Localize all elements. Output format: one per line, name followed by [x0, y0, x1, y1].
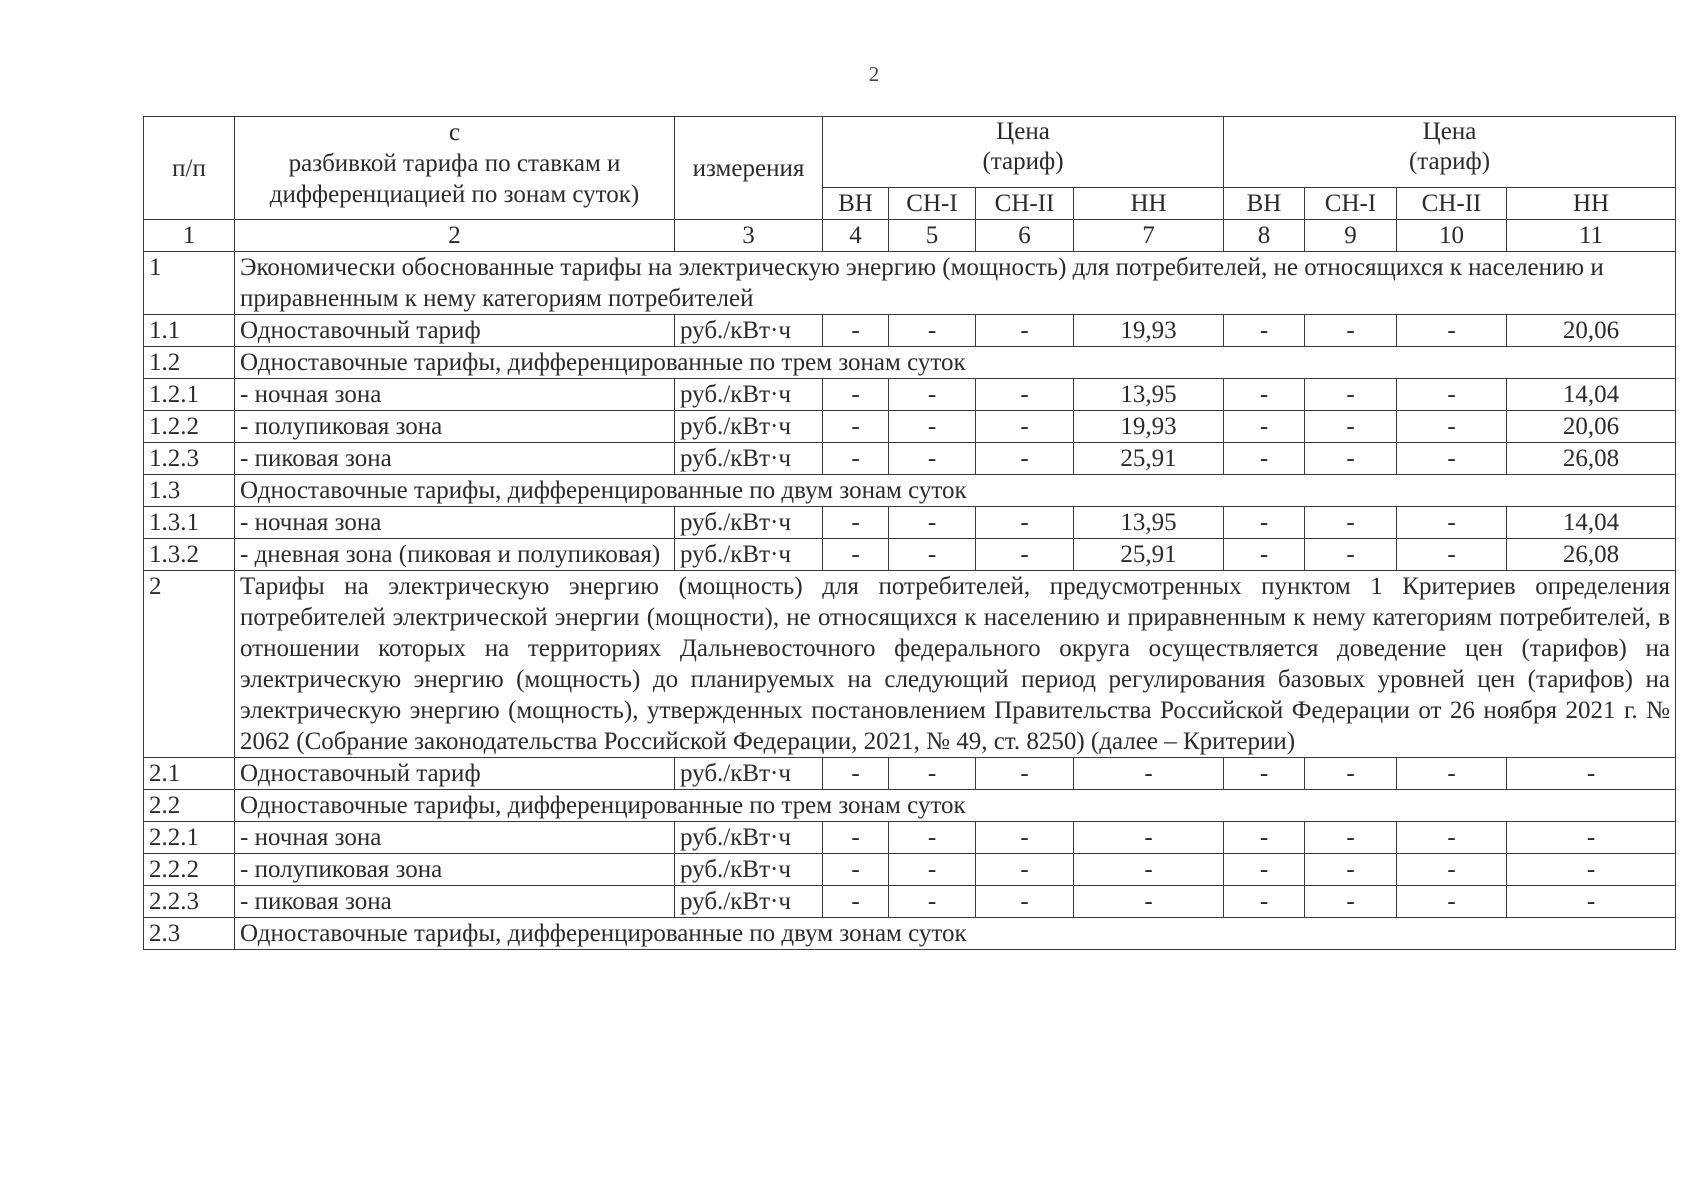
header-column-number: 2 — [235, 220, 675, 252]
header-column-number: 1 — [144, 220, 235, 252]
empty-price-cell: - — [976, 822, 1074, 854]
row-name: - ночная зона — [235, 822, 675, 854]
table-row — [144, 854, 1676, 886]
empty-price-cell: - — [1305, 443, 1397, 475]
table-row — [144, 758, 1676, 790]
row-number: 2.2.2 — [144, 854, 235, 886]
header-column-number: 11 — [1507, 220, 1676, 252]
page-number: 2 — [868, 62, 880, 86]
row-number: 1.1 — [144, 315, 235, 347]
header-column-number: 6 — [976, 220, 1074, 252]
empty-price-cell: - — [1224, 886, 1305, 918]
row-number: 2.2.1 — [144, 822, 235, 854]
header-voltage-level: СН-I — [1305, 188, 1397, 220]
header-column-number: 8 — [1224, 220, 1305, 252]
empty-price-cell: - — [889, 822, 976, 854]
table-row — [144, 315, 1676, 347]
empty-price-cell: - — [889, 379, 976, 411]
header-voltage-level: СН-II — [1397, 188, 1507, 220]
empty-price-cell: - — [1305, 379, 1397, 411]
empty-price-cell: - — [1224, 379, 1305, 411]
table-row — [144, 886, 1676, 918]
row-number: 2.2.3 — [144, 886, 235, 918]
empty-price-cell: - — [889, 758, 976, 790]
empty-price-cell: - — [1305, 315, 1397, 347]
empty-price-cell: - — [1074, 854, 1224, 886]
price-cell: 14,04 — [1507, 379, 1676, 411]
header-column-number: 7 — [1074, 220, 1224, 252]
row-number: 2.1 — [144, 758, 235, 790]
header-voltage-level: СН-II — [976, 188, 1074, 220]
empty-price-cell: - — [1507, 822, 1676, 854]
empty-price-cell: - — [889, 886, 976, 918]
header-column-number: 3 — [675, 220, 823, 252]
section-title: Одноставочные тарифы, дифференцированные по трем зонам суток — [235, 790, 1676, 822]
empty-price-cell: - — [976, 315, 1074, 347]
empty-price-cell: - — [1074, 886, 1224, 918]
section-title: Экономически обоснованные тарифы на электрическую энергию (мощность) для потребителей, не относящихся к населению и приравненным к нему категориям потребителей — [235, 252, 1676, 315]
section-title: Одноставочные тарифы, дифференцированные по двум зонам суток — [235, 918, 1676, 950]
empty-price-cell: - — [976, 886, 1074, 918]
empty-price-cell: - — [1507, 886, 1676, 918]
header-voltage-level: ВН — [1224, 188, 1305, 220]
row-unit: руб./кВт·ч — [675, 315, 823, 347]
row-name: Одноставочный тариф — [235, 315, 675, 347]
empty-price-cell: - — [823, 507, 889, 539]
price-cell: 25,91 — [1074, 443, 1224, 475]
row-name: - пиковая зона — [235, 443, 675, 475]
empty-price-cell: - — [1305, 822, 1397, 854]
table-row — [144, 443, 1676, 475]
row-number: 1.2.2 — [144, 411, 235, 443]
table-section-row — [144, 571, 1676, 758]
row-number: 1.3.2 — [144, 539, 235, 571]
row-unit: руб./кВт·ч — [675, 443, 823, 475]
price-cell: 26,08 — [1507, 443, 1676, 475]
header-price-group-2: Цена (тариф) — [1224, 117, 1676, 188]
empty-price-cell: - — [1397, 443, 1507, 475]
empty-price-cell: - — [1224, 758, 1305, 790]
table-section-row — [144, 252, 1676, 315]
row-number: 2.3 — [144, 918, 235, 950]
table-row — [144, 507, 1676, 539]
empty-price-cell: - — [1224, 539, 1305, 571]
empty-price-cell: - — [823, 758, 889, 790]
empty-price-cell: - — [1074, 822, 1224, 854]
header-column-number: 10 — [1397, 220, 1507, 252]
row-unit: руб./кВт·ч — [675, 379, 823, 411]
row-name: - полупиковая зона — [235, 854, 675, 886]
row-name: - полупиковая зона — [235, 411, 675, 443]
empty-price-cell: - — [976, 854, 1074, 886]
header-pp: п/п — [144, 117, 235, 220]
tariff-table — [143, 116, 1676, 950]
row-unit: руб./кВт·ч — [675, 539, 823, 571]
price-cell: 13,95 — [1074, 507, 1224, 539]
empty-price-cell: - — [1397, 854, 1507, 886]
row-unit: руб./кВт·ч — [675, 886, 823, 918]
empty-price-cell: - — [889, 411, 976, 443]
empty-price-cell: - — [1224, 822, 1305, 854]
empty-price-cell: - — [976, 411, 1074, 443]
price-cell: 20,06 — [1507, 315, 1676, 347]
empty-price-cell: - — [1507, 758, 1676, 790]
empty-price-cell: - — [823, 886, 889, 918]
empty-price-cell: - — [976, 379, 1074, 411]
section-title: Тарифы на электрическую энергию (мощность) для потребителей, предусмотренных пунктом 1 Критериев определения потребителей электрической энергии (мощности), не относящихся к населению и приравненным к нему категориям потребителей, в отношении которых на территориях Дальневосточного федерального округа осуществляется доведение цен (тарифов) на электрическую энергию (мощность) до планируемых на следующий период регулирования базовых уровней цен (тарифов) на электрическую энергию (мощность), утвержденных постановлением Правительства Российской Федерации от 26 ноября 2021 г. № 2062 (Собрание законодательства Российской Федерации, 2021, № 49, ст. 8250) (далее – Критерии) — [235, 571, 1676, 758]
table-row — [144, 411, 1676, 443]
section-title: Одноставочные тарифы, дифференцированные по трем зонам суток — [235, 347, 1676, 379]
table-section-row — [144, 918, 1676, 950]
empty-price-cell: - — [1305, 411, 1397, 443]
table-section-row — [144, 790, 1676, 822]
row-number: 1.2.1 — [144, 379, 235, 411]
empty-price-cell: - — [823, 443, 889, 475]
header-voltage-level: НН — [1074, 188, 1224, 220]
section-title: Одноставочные тарифы, дифференцированные по двум зонам суток — [235, 475, 1676, 507]
empty-price-cell: - — [823, 411, 889, 443]
header-column-number: 4 — [823, 220, 889, 252]
empty-price-cell: - — [976, 507, 1074, 539]
empty-price-cell: - — [1305, 539, 1397, 571]
table-row — [144, 539, 1676, 571]
header-description: с разбивкой тарифа по ставкам и дифференциацией по зонам суток) — [235, 117, 675, 220]
empty-price-cell: - — [1397, 539, 1507, 571]
header-voltage-level: СН-I — [889, 188, 976, 220]
empty-price-cell: - — [889, 507, 976, 539]
header-column-number: 9 — [1305, 220, 1397, 252]
row-unit: руб./кВт·ч — [675, 507, 823, 539]
empty-price-cell: - — [1397, 507, 1507, 539]
empty-price-cell: - — [823, 315, 889, 347]
empty-price-cell: - — [1305, 758, 1397, 790]
header-voltage-level: ВН — [823, 188, 889, 220]
row-name: - ночная зона — [235, 379, 675, 411]
empty-price-cell: - — [1397, 886, 1507, 918]
row-number: 2 — [144, 571, 235, 758]
empty-price-cell: - — [1397, 315, 1507, 347]
empty-price-cell: - — [976, 443, 1074, 475]
price-cell: 19,93 — [1074, 315, 1224, 347]
row-number: 1.3 — [144, 475, 235, 507]
empty-price-cell: - — [1397, 822, 1507, 854]
empty-price-cell: - — [1305, 886, 1397, 918]
row-name: - дневная зона (пиковая и полупиковая) — [235, 539, 675, 571]
price-cell: 20,06 — [1507, 411, 1676, 443]
row-unit: руб./кВт·ч — [675, 854, 823, 886]
row-unit: руб./кВт·ч — [675, 758, 823, 790]
empty-price-cell: - — [1224, 315, 1305, 347]
header-unit: измерения — [675, 117, 823, 220]
empty-price-cell: - — [889, 315, 976, 347]
empty-price-cell: - — [1224, 411, 1305, 443]
empty-price-cell: - — [889, 539, 976, 571]
price-cell: 13,95 — [1074, 379, 1224, 411]
header-price-group-1: Цена (тариф) — [823, 117, 1224, 188]
empty-price-cell: - — [1224, 443, 1305, 475]
empty-price-cell: - — [1397, 379, 1507, 411]
empty-price-cell: - — [1305, 507, 1397, 539]
table-row — [144, 822, 1676, 854]
empty-price-cell: - — [1074, 758, 1224, 790]
empty-price-cell: - — [1397, 758, 1507, 790]
empty-price-cell: - — [1305, 854, 1397, 886]
header-column-number: 5 — [889, 220, 976, 252]
row-number: 1.3.1 — [144, 507, 235, 539]
row-name: Одноставочный тариф — [235, 758, 675, 790]
empty-price-cell: - — [1224, 854, 1305, 886]
price-cell: 26,08 — [1507, 539, 1676, 571]
empty-price-cell: - — [823, 379, 889, 411]
empty-price-cell: - — [1507, 854, 1676, 886]
header-voltage-level: НН — [1507, 188, 1676, 220]
empty-price-cell: - — [1397, 411, 1507, 443]
empty-price-cell: - — [823, 822, 889, 854]
row-unit: руб./кВт·ч — [675, 822, 823, 854]
price-cell: 14,04 — [1507, 507, 1676, 539]
empty-price-cell: - — [976, 539, 1074, 571]
table-section-row — [144, 347, 1676, 379]
price-cell: 19,93 — [1074, 411, 1224, 443]
empty-price-cell: - — [1224, 507, 1305, 539]
row-number: 1.2.3 — [144, 443, 235, 475]
empty-price-cell: - — [976, 758, 1074, 790]
table-row — [144, 379, 1676, 411]
row-name: - пиковая зона — [235, 886, 675, 918]
empty-price-cell: - — [823, 539, 889, 571]
row-number: 2.2 — [144, 790, 235, 822]
row-number: 1 — [144, 252, 235, 315]
row-number: 1.2 — [144, 347, 235, 379]
empty-price-cell: - — [889, 854, 976, 886]
row-unit: руб./кВт·ч — [675, 411, 823, 443]
empty-price-cell: - — [823, 854, 889, 886]
price-cell: 25,91 — [1074, 539, 1224, 571]
empty-price-cell: - — [889, 443, 976, 475]
table-section-row — [144, 475, 1676, 507]
row-name: - ночная зона — [235, 507, 675, 539]
